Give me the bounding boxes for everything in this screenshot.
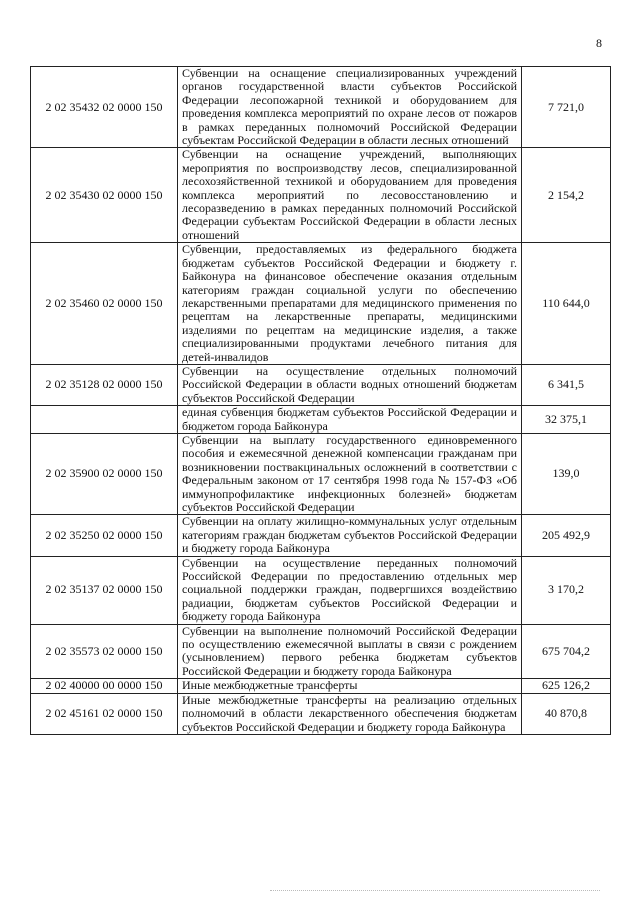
table-row xyxy=(31,515,611,556)
budget-description: Иные межбюджетные трансферты на реализацию отдельных полномочий в области лекарственного обеспечения бюджетам субъектов Российской Федерации и бюджету города Байконура xyxy=(178,693,522,734)
budget-description: Субвенции на осуществление отдельных полномочий Российской Федерации в области водных отношений бюджетам субъектов Российской Федерации xyxy=(178,364,522,405)
table-row xyxy=(31,243,611,365)
budget-description: Субвенции на выполнение полномочий Российской Федерации по осуществлению ежемесячной выплаты в связи с рождением (усыновлением) первого ребенка бюджетам субъектов Российской Федерации и бюджету города Байконура xyxy=(178,624,522,679)
table-row xyxy=(31,556,611,624)
budget-amount: 110 644,0 xyxy=(522,243,611,365)
budget-amount: 675 704,2 xyxy=(522,624,611,679)
budget-description: Субвенции на оснащение специализированных учреждений органов государственной власти субъектов Российской Федерации лесопожарной техникой и оборудованием для проведения комплекса мероприятий по охране лесов от пожаров в рамках переданных полномочий Российской Федерации субъектам Российской Федерации в области лесных отношений xyxy=(178,67,522,148)
table-row xyxy=(31,148,611,243)
budget-description: Субвенции на оснащение учреждений, выполняющих мероприятия по воспроизводству лесов, специализированной лесохозяйственной техникой и оборудованием для проведения комплекса мероприятий по лесовосстановлению и лесоразведению в рамках переданных полномочий Российской Федерации субъектам Российской Федерации в области лесных отношений xyxy=(178,148,522,243)
budget-description: Субвенции, предоставляемых из федерального бюджета бюджетам субъектов Российской Федерации и бюджету г. Байконура на финансовое обеспечение оказания отдельным категориям граждан социальной услуги по обеспечению лекарственными препаратами для медицинского применения по рецептам на лекарственные препараты, медицинскими изделиями по рецептам на медицинские изделия, а также специализированными продуктами лечебного питания для детей-инвалидов xyxy=(178,243,522,365)
budget-amount: 3 170,2 xyxy=(522,556,611,624)
budget-amount: 40 870,8 xyxy=(522,693,611,734)
budget-code: 2 02 40000 00 0000 150 xyxy=(31,679,178,693)
table-row xyxy=(31,406,611,434)
page-number: 8 xyxy=(596,36,602,50)
budget-code xyxy=(31,406,178,434)
budget-description: Иные межбюджетные трансферты xyxy=(178,679,522,693)
budget-code: 2 02 35432 02 0000 150 xyxy=(31,67,178,148)
budget-code: 2 02 35573 02 0000 150 xyxy=(31,624,178,679)
budget-amount: 205 492,9 xyxy=(522,515,611,556)
budget-amount: 6 341,5 xyxy=(522,364,611,405)
budget-code: 2 02 35430 02 0000 150 xyxy=(31,148,178,243)
budget-code: 2 02 35900 02 0000 150 xyxy=(31,433,178,514)
budget-description: Субвенции на осуществление переданных полномочий Российской Федерации по предоставлению отдельных мер социальной поддержки граждан, подвергшихся воздействию радиации, бюджетам субъектов Российской Федерации и бюджету города Байконура xyxy=(178,556,522,624)
table-row xyxy=(31,364,611,405)
budget-code: 2 02 35128 02 0000 150 xyxy=(31,364,178,405)
budget-description: Субвенции на выплату государственного единовременного пособия и ежемесячной денежной компенсации гражданам при возникновении поствакцинальных осложнений в соответствии с Федеральным законом от 17 сентября 1998 года № 157-ФЗ «Об иммунопрофилактике инфекционных болезней» бюджетам субъектов Российской Федерации xyxy=(178,433,522,514)
budget-amount: 2 154,2 xyxy=(522,148,611,243)
budget-amount: 139,0 xyxy=(522,433,611,514)
budget-code: 2 02 45161 02 0000 150 xyxy=(31,693,178,734)
table-row xyxy=(31,624,611,679)
budget-table xyxy=(30,66,611,735)
budget-amount: 7 721,0 xyxy=(522,67,611,148)
budget-description: единая субвенция бюджетам субъектов Российской Федерации и бюджетом города Байконура xyxy=(178,406,522,434)
table-row xyxy=(31,67,611,148)
budget-code: 2 02 35250 02 0000 150 xyxy=(31,515,178,556)
budget-code: 2 02 35460 02 0000 150 xyxy=(31,243,178,365)
budget-amount: 625 126,2 xyxy=(522,679,611,693)
scan-edge-divider xyxy=(270,890,600,891)
budget-code: 2 02 35137 02 0000 150 xyxy=(31,556,178,624)
budget-amount: 32 375,1 xyxy=(522,406,611,434)
table-row xyxy=(31,679,611,693)
table-row xyxy=(31,693,611,734)
table-row xyxy=(31,433,611,514)
budget-description: Субвенции на оплату жилищно-коммунальных услуг отдельным категориям граждан бюджетам субъектов Российской Федерации и бюджету города Байконура xyxy=(178,515,522,556)
